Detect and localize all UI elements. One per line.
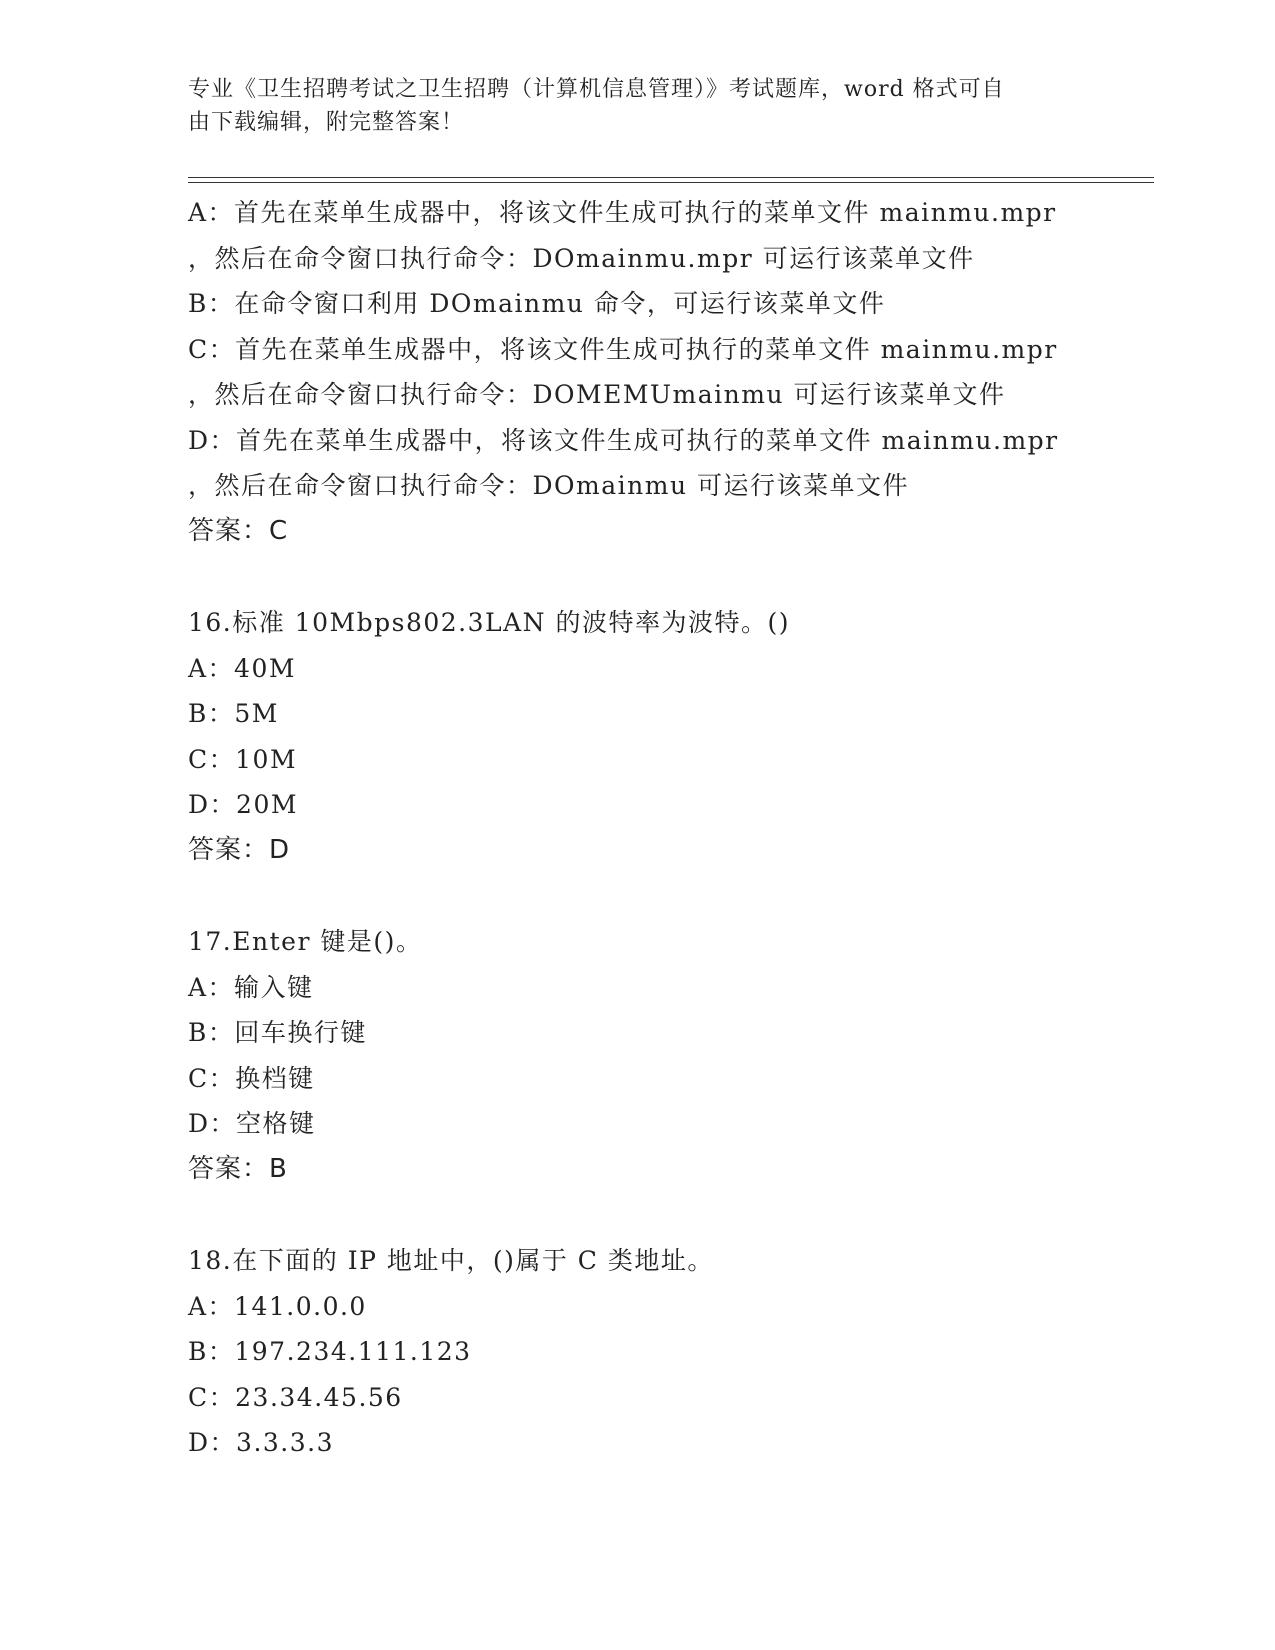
- spacer: [188, 1192, 1148, 1238]
- option-c: C：10M: [188, 744, 298, 774]
- option-d: D：3.3.3.3: [188, 1428, 335, 1457]
- question-text: 18.在下面的 IP 地址中，()属于 C 类地址。: [188, 1246, 714, 1275]
- header-line-1: 专业《卫生招聘考试之卫生招聘（计算机信息管理）》考试题库，word 格式可自: [188, 77, 1005, 102]
- answer: 答案：B: [188, 1153, 288, 1184]
- answer: 答案：C: [188, 515, 289, 546]
- question-text: 17.Enter 键是()。: [188, 927, 423, 956]
- question-16: [188, 600, 1148, 873]
- question-15: [188, 190, 1148, 554]
- question-text: 16.标准 10Mbps802.3LAN 的波特率为波特。(): [188, 608, 791, 637]
- option-a: A：输入键: [188, 972, 314, 1002]
- answer: 答案：D: [188, 834, 291, 865]
- question-18: [188, 1238, 1148, 1466]
- option-a: A：40M: [188, 653, 296, 683]
- option-d: D：空格键: [188, 1109, 316, 1138]
- spacer: [188, 873, 1148, 919]
- document-header: [188, 73, 1088, 139]
- option-c: C：23.34.45.56: [188, 1382, 403, 1412]
- option-a-line-2: ，然后在命令窗口执行命令：DOmainmu.mpr 可运行该菜单文件: [188, 243, 975, 273]
- option-b: B：在命令窗口利用 DOmainmu 命令，可运行该菜单文件: [188, 289, 886, 318]
- option-a: A：141.0.0.0: [188, 1291, 367, 1321]
- question-17: [188, 919, 1148, 1192]
- option-c-line-1: C：首先在菜单生成器中，将该文件生成可执行的菜单文件 mainmu.mpr: [188, 334, 1058, 364]
- spacer: [188, 554, 1148, 600]
- option-c: C：换档键: [188, 1063, 315, 1093]
- header-divider-bottom: [188, 182, 1154, 183]
- option-b: B：197.234.111.123: [188, 1337, 472, 1366]
- option-b: B：回车换行键: [188, 1018, 367, 1047]
- option-a-line-1: A：首先在菜单生成器中，将该文件生成可执行的菜单文件 mainmu.mpr: [188, 198, 1057, 227]
- option-d: D：20M: [188, 790, 298, 819]
- option-d-line-1: D：首先在菜单生成器中，将该文件生成可执行的菜单文件 mainmu.mpr: [188, 425, 1059, 455]
- header-divider-top: [188, 177, 1154, 178]
- option-c-line-2: ，然后在命令窗口执行命令：DOMEMUmainmu 可运行该菜单文件: [188, 380, 1006, 409]
- option-d-line-2: ，然后在命令窗口执行命令：DOmainmu 可运行该菜单文件: [188, 471, 910, 500]
- option-b: B：5M: [188, 699, 279, 728]
- header-line-2: 由下载编辑，附完整答案！: [188, 110, 465, 135]
- question-list: [188, 190, 1148, 1466]
